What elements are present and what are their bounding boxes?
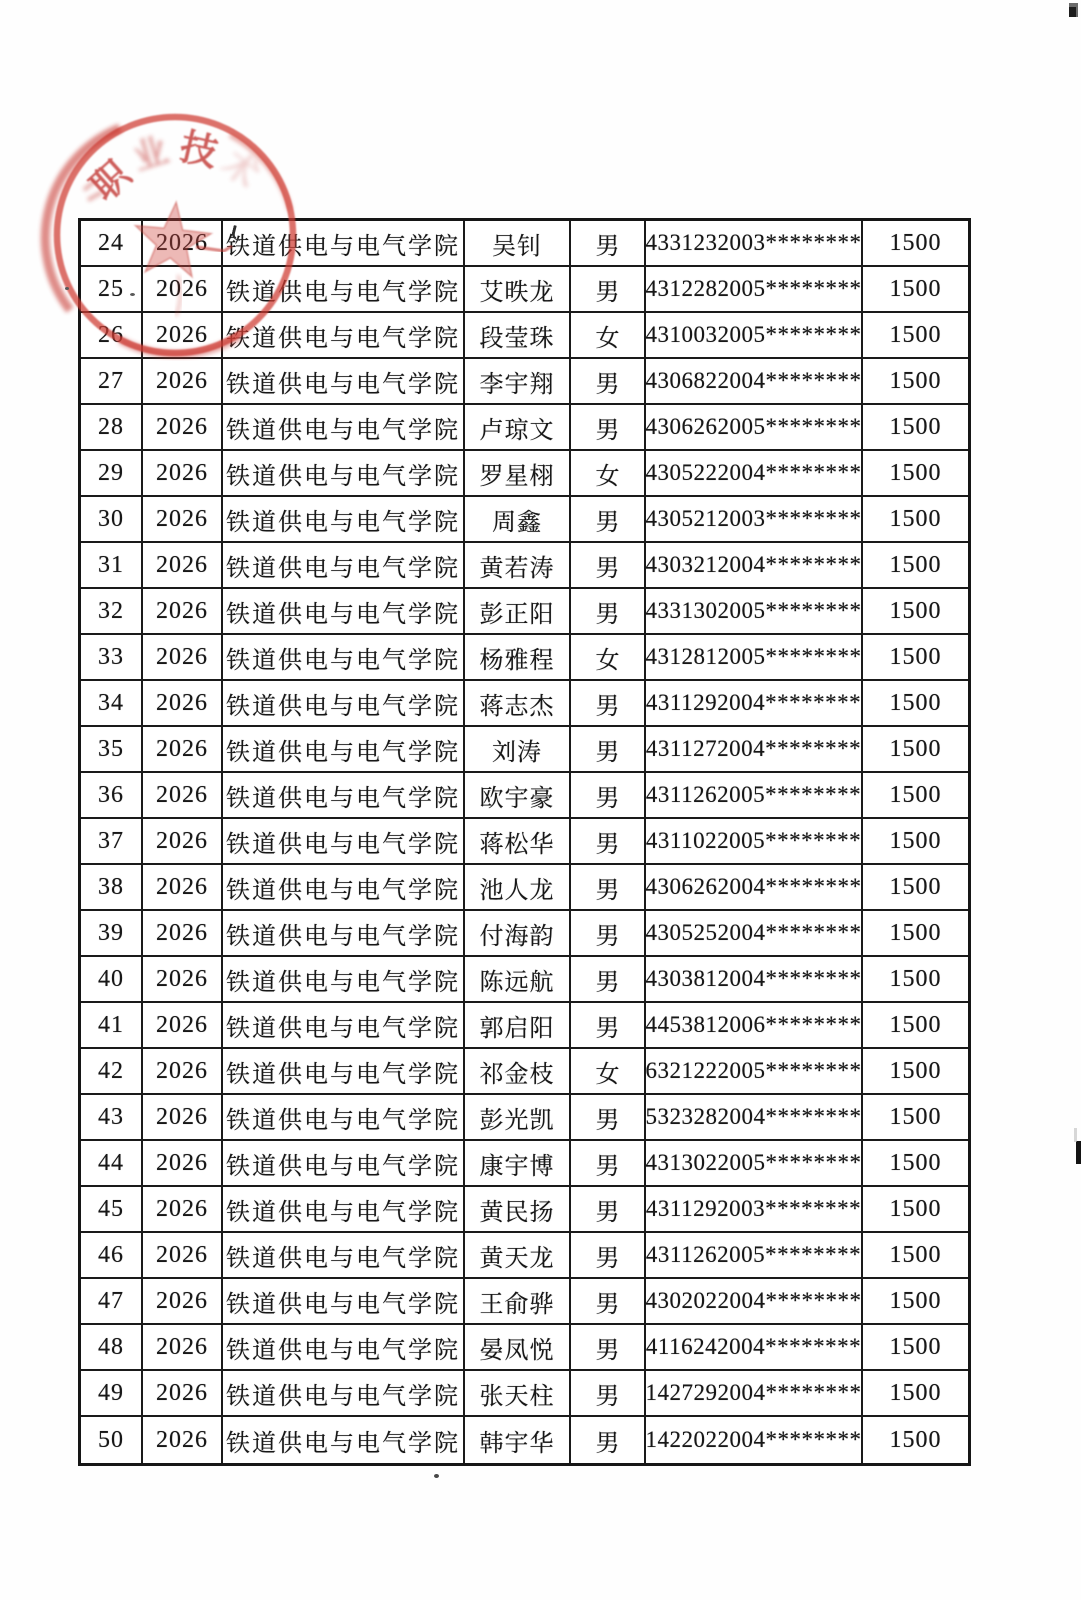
cell-gender: 男 [571, 497, 646, 543]
cell-college-name: 铁道供电与电气学院 [223, 313, 465, 359]
cell-id-number-masked: 1427292004******** [646, 1371, 863, 1417]
cell-row-number: 46 [81, 1233, 143, 1279]
cell-row-number: 29 [81, 451, 143, 497]
scan-artifact-top-right [1069, 3, 1078, 17]
cell-id-number-masked: 4311292004******** [646, 681, 863, 727]
cell-college-name: 铁道供电与电气学院 [223, 543, 465, 589]
cell-id-number-masked: 1422022004******** [646, 1417, 863, 1463]
cell-gender: 男 [571, 543, 646, 589]
cell-student-name: 郭启阳 [465, 1003, 571, 1049]
cell-student-name: 彭正阳 [465, 589, 571, 635]
cell-college-name: 铁道供电与电气学院 [223, 451, 465, 497]
cell-college-name: 铁道供电与电气学院 [223, 819, 465, 865]
cell-row-number: 41 [81, 1003, 143, 1049]
cell-student-name: 段莹珠 [465, 313, 571, 359]
cell-amount: 1500 [863, 727, 968, 773]
cell-amount: 1500 [863, 1279, 968, 1325]
cell-college-name: 铁道供电与电气学院 [223, 773, 465, 819]
cell-amount: 1500 [863, 221, 968, 267]
cell-amount: 1500 [863, 1003, 968, 1049]
cell-id-number-masked: 4305252004******** [646, 911, 863, 957]
cell-row-number: 27 [81, 359, 143, 405]
cell-row-number: 44 [81, 1141, 143, 1187]
cell-college-name: 铁道供电与电气学院 [223, 1049, 465, 1095]
cell-gender: 男 [571, 1371, 646, 1417]
cell-year: 2026 [143, 405, 223, 451]
cell-year: 2026 [143, 1417, 223, 1463]
cell-year: 2026 [143, 1187, 223, 1233]
cell-year: 2026 [143, 1325, 223, 1371]
cell-college-name: 铁道供电与电气学院 [223, 405, 465, 451]
cell-id-number-masked: 4312812005******** [646, 635, 863, 681]
cell-row-number: 28 [81, 405, 143, 451]
cell-student-name: 李宇翔 [465, 359, 571, 405]
cell-college-name: 铁道供电与电气学院 [223, 727, 465, 773]
cell-student-name: 彭光凯 [465, 1095, 571, 1141]
cell-id-number-masked: 4453812006******** [646, 1003, 863, 1049]
cell-student-name: 欧宇豪 [465, 773, 571, 819]
cell-id-number-masked: 4311022005******** [646, 819, 863, 865]
cell-row-number: 31 [81, 543, 143, 589]
cell-college-name: 铁道供电与电气学院 [223, 911, 465, 957]
cell-gender: 男 [571, 405, 646, 451]
cell-student-name: 杨雅程 [465, 635, 571, 681]
cell-id-number-masked: 4311262005******** [646, 1233, 863, 1279]
student-grant-table [78, 218, 971, 1466]
cell-year: 2026 [143, 865, 223, 911]
cell-amount: 1500 [863, 911, 968, 957]
cell-amount: 1500 [863, 1233, 968, 1279]
cell-amount: 1500 [863, 635, 968, 681]
cell-id-number-masked: 4313022005******** [646, 1141, 863, 1187]
cell-year: 2026 [143, 957, 223, 1003]
cell-row-number: 45 [81, 1187, 143, 1233]
cell-student-name: 康宇博 [465, 1141, 571, 1187]
cell-college-name: 铁道供电与电气学院 [223, 589, 465, 635]
cell-id-number-masked: 4311272004******** [646, 727, 863, 773]
cell-id-number-masked: 4305212003******** [646, 497, 863, 543]
cell-student-name: 蒋志杰 [465, 681, 571, 727]
cell-row-number: 38 [81, 865, 143, 911]
cell-gender: 男 [571, 1003, 646, 1049]
cell-row-number: 30 [81, 497, 143, 543]
cell-college-name: 铁道供电与电气学院 [223, 497, 465, 543]
cell-amount: 1500 [863, 1049, 968, 1095]
scan-artifact-dot [434, 1474, 439, 1478]
cell-year: 2026 [143, 773, 223, 819]
cell-row-number: 35 [81, 727, 143, 773]
cell-college-name: 铁道供电与电气学院 [223, 359, 465, 405]
cell-amount: 1500 [863, 773, 968, 819]
cell-year: 2026 [143, 451, 223, 497]
cell-amount: 1500 [863, 1141, 968, 1187]
cell-amount: 1500 [863, 819, 968, 865]
cell-amount: 1500 [863, 267, 968, 313]
seal-char: 职 [83, 153, 139, 210]
cell-id-number-masked: 4305222004******** [646, 451, 863, 497]
cell-amount: 1500 [863, 865, 968, 911]
cell-year: 2026 [143, 221, 223, 267]
cell-college-name: 铁道供电与电气学院 [223, 1095, 465, 1141]
cell-row-number: 50 [81, 1417, 143, 1463]
cell-amount: 1500 [889, 1426, 942, 1453]
cell-year: 2026 [143, 543, 223, 589]
seal-char: 业 [129, 132, 173, 178]
cell-student-name: 周鑫 [465, 497, 571, 543]
cell-year: 2026 [143, 1049, 223, 1095]
cell-college-name: 铁道供电与电气学院 [223, 1187, 465, 1233]
cell-row-number: 42 [81, 1049, 143, 1095]
cell-college-name: 铁道供电与电气学院 [223, 1417, 465, 1463]
cell-row-number: 37 [81, 819, 143, 865]
cell-gender: 男 [571, 1417, 646, 1463]
cell-student-name: 蒋松华 [465, 819, 571, 865]
cell-id-number-masked: 4312282005******** [646, 267, 863, 313]
cell-year: 2026 [143, 497, 223, 543]
cell-amount: 1500 [863, 543, 968, 589]
cell-year: 2026 [143, 1141, 223, 1187]
cell-year: 2026 [143, 911, 223, 957]
cell-gender: 男 [571, 865, 646, 911]
cell-year: 2026 [143, 359, 223, 405]
cell-row-number: 39 [81, 911, 143, 957]
cell-amount: 1500 [863, 1187, 968, 1233]
cell-college-name: 铁道供电与电气学院 [223, 1141, 465, 1187]
cell-id-number-masked: 4303212004******** [646, 543, 863, 589]
cell-gender: 男 [571, 773, 646, 819]
cell-gender: 男 [571, 1187, 646, 1233]
cell-gender: 女 [571, 635, 646, 681]
cell-row-number: 49 [81, 1371, 143, 1417]
cell-college-name: 铁道供电与电气学院 [223, 1233, 465, 1279]
cell-row-number: 48 [81, 1325, 143, 1371]
cell-row-number: 43 [81, 1095, 143, 1141]
cell-college-name: 铁道供电与电气学院 [223, 1003, 465, 1049]
cell-student-name: 张天柱 [465, 1371, 571, 1417]
cell-year: 2026 [143, 681, 223, 727]
cell-year: 2026 [143, 1003, 223, 1049]
cell-amount: 1500 [863, 1325, 968, 1371]
cell-row-number: 40 [81, 957, 143, 1003]
cell-college-name: 铁道供电与电气学院 [223, 267, 465, 313]
cell-student-name: 祁金枝 [465, 1049, 571, 1095]
cell-amount: 1500 [863, 681, 968, 727]
cell-college-name: 铁道供电与电气学院 [223, 1279, 465, 1325]
cell-amount: 1500 [863, 1371, 968, 1417]
cell-row-number: 33 [81, 635, 143, 681]
cell-college-name: 铁道供电与电气学院 [223, 1325, 465, 1371]
cell-amount: 1500 [863, 313, 968, 359]
cell-id-number-masked: 4311292003******** [646, 1187, 863, 1233]
scan-artifact-speck [65, 287, 69, 290]
cell-id-number-masked: 4306262004******** [646, 865, 863, 911]
cell-student-name: 黄民扬 [465, 1187, 571, 1233]
cell-gender: 男 [571, 1095, 646, 1141]
cell-year: 2026 [143, 589, 223, 635]
cell-student-name: 晏凤悦 [465, 1325, 571, 1371]
seal-char: 技 [175, 126, 222, 175]
cell-id-number-masked: 4311262005******** [646, 773, 863, 819]
cell-student-name: 王俞骅 [465, 1279, 571, 1325]
cell-year: 2026 [143, 267, 223, 313]
seal-partial-char-strokes [84, 180, 102, 200]
scan-artifact-right-edge [1076, 1141, 1081, 1164]
cell-gender: 男 [571, 1233, 646, 1279]
cell-student-name: 刘涛 [465, 727, 571, 773]
cell-year: 2026 [143, 313, 223, 359]
cell-student-name: 黄天龙 [465, 1233, 571, 1279]
cell-gender: 女 [571, 313, 646, 359]
cell-amount: 1500 [863, 451, 968, 497]
cell-year: 2026 [143, 1279, 223, 1325]
cell-row-number: 25 [81, 267, 143, 313]
cell-id-number-masked: 4331232003******** [646, 221, 863, 267]
cell-gender: 男 [571, 221, 646, 267]
cell-gender: 男 [571, 911, 646, 957]
cell-year: 2026 [143, 727, 223, 773]
cell-student-name: 池人龙 [465, 865, 571, 911]
cell-gender: 女 [571, 451, 646, 497]
cell-id-number-masked: 4310032005******** [646, 313, 863, 359]
seal-char: 术 [215, 144, 266, 195]
cell-student-name: 卢琼文 [465, 405, 571, 451]
cell-gender: 男 [571, 267, 646, 313]
cell-college-name: 铁道供电与电气学院 [223, 865, 465, 911]
cell-id-number-masked: 4306262005******** [646, 405, 863, 451]
cell-gender: 男 [571, 1279, 646, 1325]
cell-amount: 1500 [863, 497, 968, 543]
cell-amount: 1500 [863, 359, 968, 405]
cell-college-name: 铁道供电与电气学院 [223, 681, 465, 727]
cell-year: 2026 [143, 1233, 223, 1279]
cell-college-name: 铁道供电与电气学院 [223, 635, 465, 681]
scan-artifact-right-faint [1074, 1128, 1077, 1142]
cell-row-number: 32 [81, 589, 143, 635]
cell-amount: 1500 [863, 405, 968, 451]
cell-id-number-masked: 5323282004******** [646, 1095, 863, 1141]
cell-year: 2026 [143, 635, 223, 681]
cell-row-number: 47 [81, 1279, 143, 1325]
cell-id-number-masked: 6321222005******** [646, 1049, 863, 1095]
cell-amount: 1500 [863, 1095, 968, 1141]
cell-gender: 男 [571, 1141, 646, 1187]
cell-year: 2026 [143, 819, 223, 865]
cell-gender: 男 [571, 1325, 646, 1371]
cell-gender: 男 [571, 681, 646, 727]
cell-id-number-masked: 4331302005******** [646, 589, 863, 635]
seal-arc-text [83, 126, 266, 209]
cell-amount: 1500 [863, 589, 968, 635]
cell-gender: 女 [571, 1049, 646, 1095]
cell-row-number: 34 [81, 681, 143, 727]
cell-student-name: 吴钊 [465, 221, 571, 267]
cell-row-number: 36 [81, 773, 143, 819]
cell-student-name: 艾昳龙 [465, 267, 571, 313]
cell-row-number: 24 [81, 221, 143, 267]
cell-student-name: 韩宇华 [465, 1417, 571, 1463]
cell-id-number-masked: 4303812004******** [646, 957, 863, 1003]
cell-id-number-masked: 4116242004******** [646, 1325, 863, 1371]
cell-gender: 男 [571, 727, 646, 773]
cell-gender: 男 [571, 589, 646, 635]
cell-college-name: 铁道供电与电气学院 [223, 221, 465, 267]
cell-year: 2026 [143, 1095, 223, 1141]
cell-row-number: 26 [81, 313, 143, 359]
cell-college-name: 铁道供电与电气学院 [223, 1371, 465, 1417]
cell-student-name: 陈远航 [465, 957, 571, 1003]
cell-gender: 男 [571, 819, 646, 865]
cell-student-name: 罗星栩 [465, 451, 571, 497]
cell-gender: 男 [571, 957, 646, 1003]
cell-id-number-masked: 4302022004******** [646, 1279, 863, 1325]
cell-college-name: 铁道供电与电气学院 [223, 957, 465, 1003]
cell-student-name: 付海韵 [465, 911, 571, 957]
cell-id-number-masked: 4306822004******** [646, 359, 863, 405]
cell-gender: 男 [571, 359, 646, 405]
cell-student-name: 黄若涛 [465, 543, 571, 589]
cell-amount: 1500 [863, 957, 968, 1003]
cell-year: 2026 [143, 1371, 223, 1417]
